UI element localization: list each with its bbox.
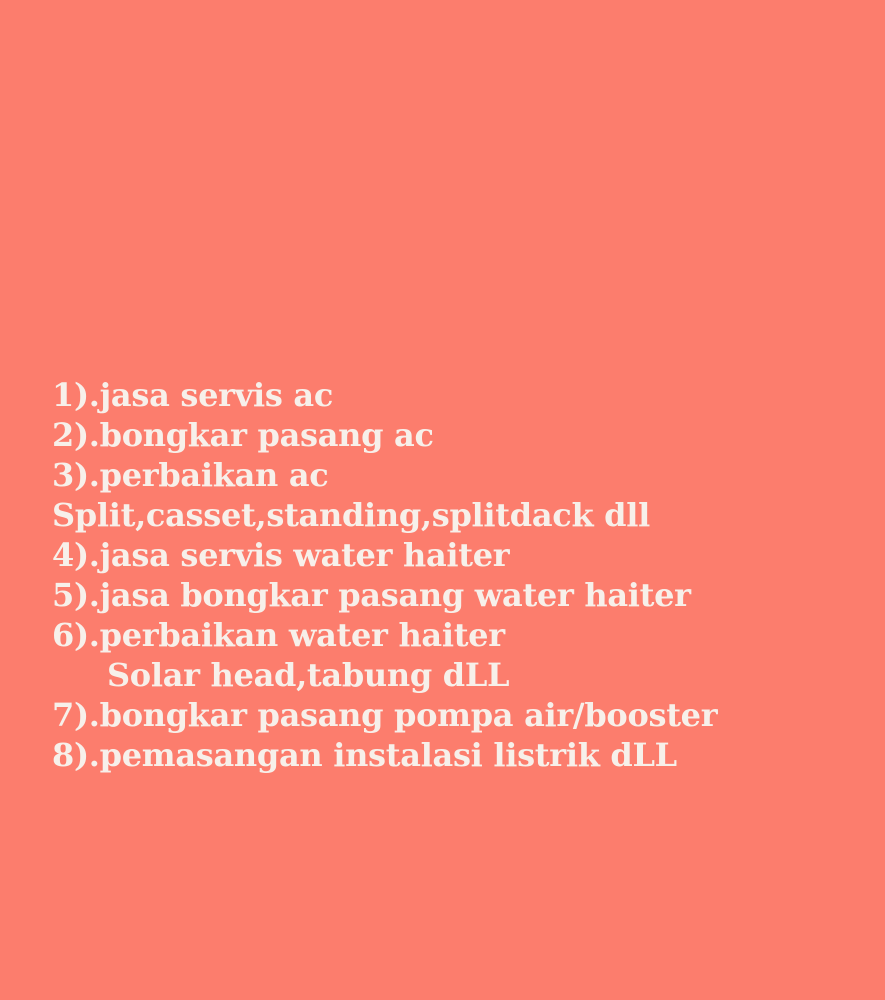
service-line-5: 5).jasa bongkar pasang water haiter [52, 576, 691, 614]
service-line-3: 3).perbaikan ac [52, 456, 329, 494]
service-line-1: 1).jasa servis ac [52, 376, 334, 414]
service-line-6-detail: Solar head,tabung dLL [107, 656, 510, 694]
service-line-8: 8).pemasangan instalasi listrik dLL [52, 736, 677, 774]
service-list [52, 375, 865, 775]
service-line-7: 7).bongkar pasang pompa air/booster [52, 696, 718, 734]
service-line-6: 6).perbaikan water haiter [52, 616, 505, 654]
service-line-4: 4).jasa servis water haiter [52, 536, 510, 574]
service-line-2: 2).bongkar pasang ac [52, 416, 434, 454]
service-line-3-detail: Split,casset,standing,splitdack dll [52, 496, 650, 534]
